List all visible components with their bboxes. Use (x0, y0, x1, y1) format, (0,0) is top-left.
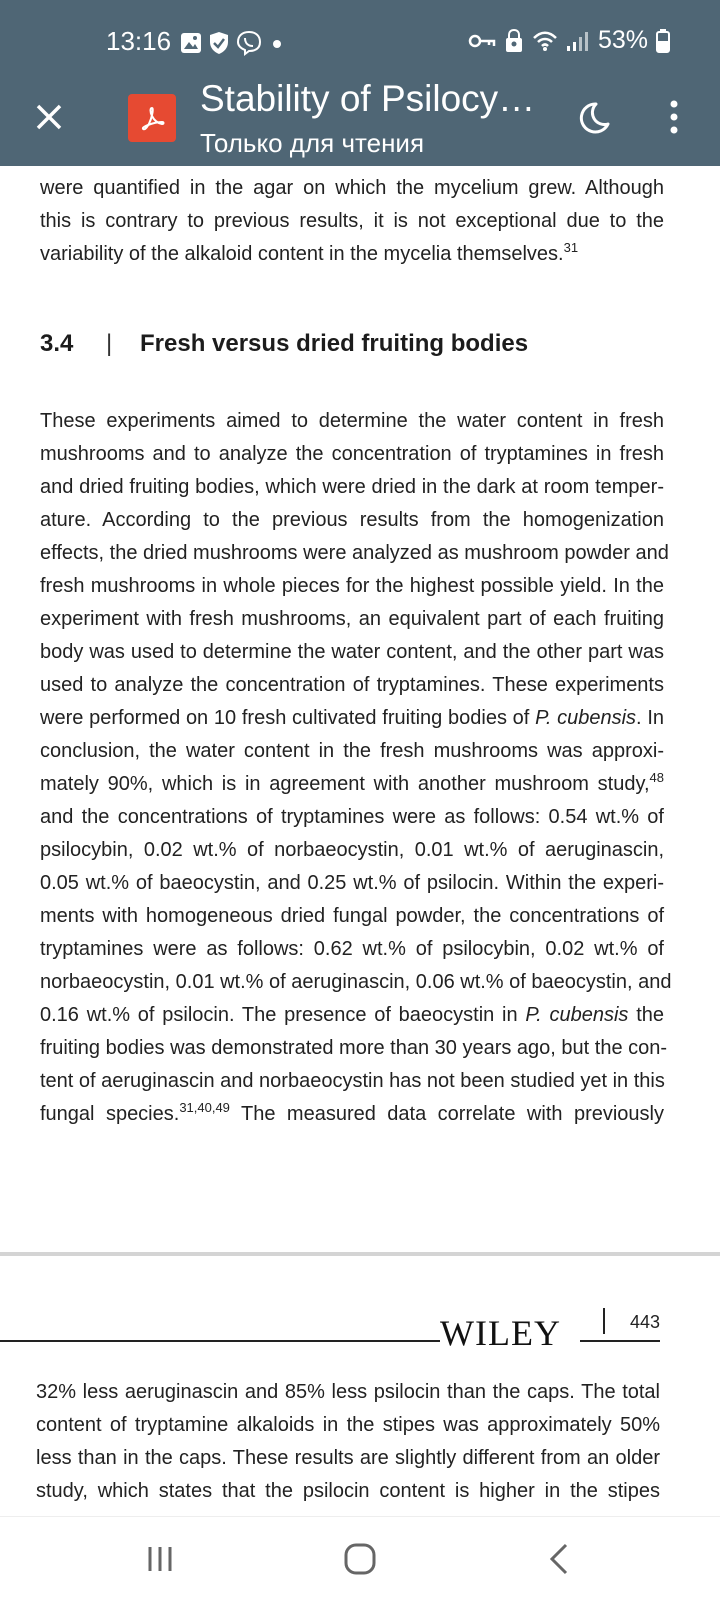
header-rule (0, 1340, 440, 1342)
text-line: mately 90%, which is in agreement with another mushroom study,$^{48}$ (40, 770, 664, 795)
citation: 31,40,49 (179, 1100, 230, 1115)
text-line: and dried fruiting bodies, which were dried in the dark at room temper- (40, 476, 664, 498)
text-line: content of tryptamine alkaloids in the stipes was approximately 50% (36, 1414, 660, 1436)
more-vert-icon[interactable] (664, 98, 684, 138)
text-line: mushrooms and to analyze the concentration of tryptamines in fresh (40, 443, 664, 465)
wifi-icon (532, 30, 558, 52)
close-icon[interactable] (30, 98, 68, 136)
header-rule (580, 1340, 660, 1342)
text-line: tent of aeruginascin and norbaeocystin has not been studied yet in this (40, 1070, 665, 1092)
recent-apps-icon[interactable] (140, 1539, 180, 1579)
section-separator: | (106, 330, 113, 357)
citation: 48 (649, 770, 664, 785)
viber-icon (236, 30, 262, 56)
species-name: P. cubensis (535, 707, 637, 729)
moon-icon[interactable] (574, 98, 614, 138)
battery-percent: 53% (597, 26, 648, 54)
text-line: ments with homogeneous dried fungal powder, the concentrations of (40, 905, 664, 927)
section-title: Fresh versus dried fruiting bodies (140, 330, 529, 357)
system-status (468, 26, 670, 55)
battery-icon (656, 29, 670, 53)
text-line: experiment with fresh mushrooms, an equivalent part of each fruiting (40, 608, 664, 630)
text-line: ature. According to the previous results from the homogenization (40, 509, 664, 531)
text-line: and the concentrations of tryptamines were as follows: 0.54 wt.% of (40, 806, 664, 828)
section-number: 3.4 (40, 330, 74, 357)
text-line: were quantified in the agar on which the mycelium grew. Although (40, 177, 664, 199)
read-only-label: Только для чтения (200, 128, 425, 158)
text-line: conclusion, the water content in the fresh mushrooms was approxi- (40, 740, 664, 762)
text-line: fresh mushrooms in whole pieces for the highest possible yield. In the (40, 575, 664, 597)
app-bar (0, 68, 720, 166)
back-icon[interactable] (540, 1539, 580, 1579)
text-line: this is contrary to previous results, it is not exceptional due to the (40, 210, 664, 232)
navigation-bar (0, 1516, 720, 1601)
key-icon (468, 32, 496, 50)
section-heading (40, 330, 528, 358)
dot-icon (268, 36, 282, 50)
text-line: effects, the dried mushrooms were analyzed as mushroom powder and (40, 542, 669, 564)
notification-icons (180, 30, 282, 56)
home-icon[interactable] (340, 1539, 380, 1579)
header-separator (603, 1308, 605, 1334)
text-line: variability of the alkaloid content in the mycelia themselves. (40, 243, 564, 265)
status-bar (0, 0, 720, 68)
text-line: were performed on 10 fresh cultivated fruiting bodies of P. cubensis. In (40, 707, 665, 729)
document-title: Stability of Psilocy… (200, 78, 536, 119)
text-line: study, which states that the psilocin content is higher in the stipes (36, 1480, 660, 1502)
text-line: body was used to determine the water content, and the other part was (40, 641, 664, 663)
species-name: P. cubensis (525, 1004, 629, 1026)
shield-icon (208, 31, 230, 55)
text-line: fungal species.$^{31,40,49}$ The measured data correlate with previously (40, 1100, 664, 1125)
page-divider (0, 1252, 720, 1256)
citation: 31 (563, 240, 579, 255)
status-time: 13:16 (106, 26, 172, 56)
text-line: 0.05 wt.% of baeocystin, and 0.25 wt.% of psilocin. Within the experi- (40, 872, 664, 894)
page-number: 443 (630, 1312, 661, 1332)
text-line: used to analyze the concentration of tryptamines. These experiments (40, 674, 664, 696)
text-line: 32% less aeruginascin and 85% less psilocin than the caps. The total (36, 1381, 660, 1403)
text-line: psilocybin, 0.02 wt.% of norbaeocystin, 0.01 wt.% of aeruginascin, (40, 839, 664, 861)
signal-icon (566, 30, 590, 52)
text-line: fruiting bodies was demonstrated more than 30 years ago, but the con- (40, 1037, 668, 1059)
text-line: 0.16 wt.% of psilocin. The presence of baeocystin in P. cubensis the (40, 1004, 665, 1026)
text-line: These experiments aimed to determine the water content in fresh (40, 410, 664, 432)
pdf-icon (128, 94, 176, 142)
vpn-lock-icon (504, 29, 524, 53)
text-line: norbaeocystin, 0.01 wt.% of aeruginascin, 0.06 wt.% of baeocystin, and (40, 971, 672, 993)
text-line: less than in the caps. These results are slightly different from an older (36, 1447, 660, 1469)
publisher-logo: WILEY (440, 1313, 561, 1353)
gallery-icon (180, 32, 202, 54)
text-line: tryptamines were as follows: 0.62 wt.% of psilocybin, 0.02 wt.% of (40, 938, 664, 960)
